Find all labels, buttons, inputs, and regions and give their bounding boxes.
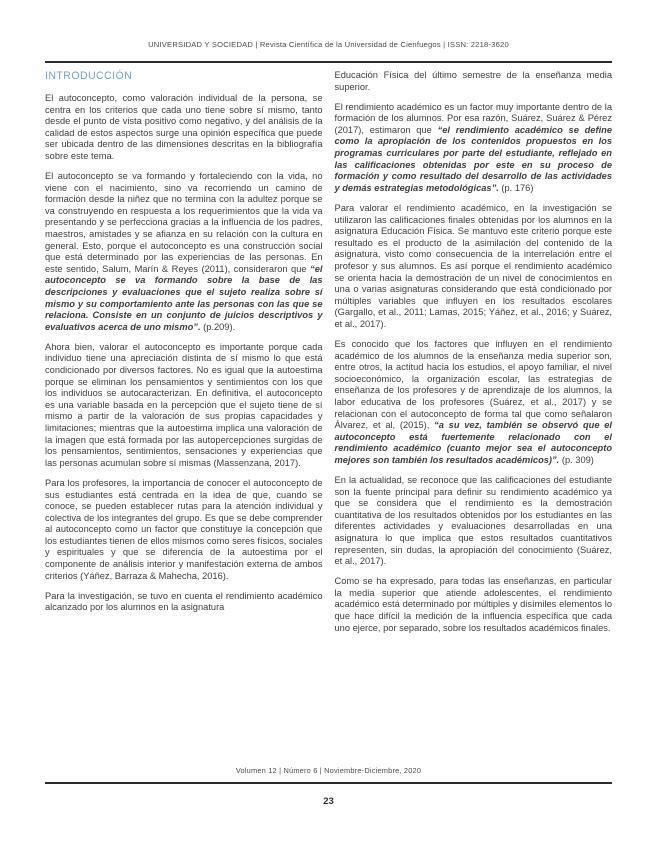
paragraph: [45, 591, 323, 614]
paragraph: [45, 342, 323, 470]
footer-rule: [45, 782, 612, 784]
body-text: Educación Física del último semestre de la enseñanza media superior.: [334, 70, 612, 92]
body-text: Como se ha expresado, para todas las enseñanzas, en particular la media superior que atiende adolescentes, el rendimiento académico está determinado por múltiples y disímiles elementos lo que hace difícil la medición de la influencia específica que cada uno ejerce, por separado, sobre los resultados académicos finales.: [334, 576, 612, 633]
quoted-text: “a su vez, también se observó que el autoconcepto está fuertemente relacionado con el rendimiento académico (cuanto mejor sea el autoconcepto mejores son también los resultados académicos)”.: [334, 420, 612, 465]
body-text: Para la investigación, se tuvo en cuenta el rendimiento académico alcanzado por los alumnos en la asignatura: [45, 590, 323, 613]
body-text: El autoconcepto se va formando y fortaleciendo con la vida, no viene con el nacimiento, sino va recorriendo un camino de formación desde la niñez que no termina con la adultez porque se va construyendo en respuesta a los requerimientos que la vida va presentando y se perfecciona gracias a la influencia de los padres, maestros, amistades y se afianza en su relación con la cultura en general. Esto, porque el autoconcepto es una construcción social que está determinado por las experiencias de las personas. En este sentido, Salum, Marín & Reyes (2011), consideraron que: [45, 171, 323, 274]
journal-header: [45, 40, 612, 49]
paragraph: [335, 203, 613, 331]
left-column-paragraphs: [45, 93, 323, 614]
footer-volume-line: Volumen 12 | Número 6 | Noviembre-Diciembre, 2020: [235, 766, 422, 775]
body-text: (p.209).: [200, 321, 236, 332]
page-number: 23: [323, 796, 334, 807]
left-column: [45, 70, 323, 643]
body-text: El rendimiento académico es un factor muy importante dentro de la formación de los alumnos. Por esa razón, Suárez, Suárez & Pérez (2017), estimaron que: [334, 101, 612, 135]
paragraph: [45, 478, 323, 582]
right-column: [335, 70, 613, 643]
body-text: Ahora bien, valorar el autoconcepto es importante porque cada individuo tiene una apreciación distinta de sí mismo lo que está condicionado por diversos factores. No es igual que la autoestima porque se eliminan los pensamientos y sentimientos con los que los individuos se autocaracterizan. En definitiva, el autoconcepto es una variable basada en la percepción que el sujeto tiene de sí mismo a partir de la valoración de sus propias capacidades y limitaciones; mientras que la autoestima implica una valoración de la imagen que está formada por las autopercepciones surgidas de los pensamientos, sentimientos, sensaciones y experiencias que las personas acumulan sobre sí mismas (Massenzana, 2017).: [45, 341, 323, 468]
body-text: (p. 176): [498, 182, 534, 193]
paragraph: [335, 70, 613, 93]
body-text: El autoconcepto, como valoración individual de la persona, se centra en los criterios que cada uno tiene sobre sí mismo, tanto desde el punto de vista positivo como negativo, y del análisis de la calidad de estos aspectos surge una opinión específica que puede ser ubicada dentro de las dimensiones descritas en la bibliografía sobre este tema.: [45, 93, 323, 161]
paragraph: [335, 339, 613, 467]
body-text: Para los profesores, la importancia de conocer el autoconcepto de sus estudiantes está centrada en la idea de que, cuando se conoce, se pueden establecer rutas para la atención individual y colectiva de los integrantes del grupo. Es que se debe comprender al autoconcepto como un factor que constituye la concepción que los estudiantes tienen de ellos mismos como seres físicos, sociales y espirituales y que se diferencia de la autoestima por el componente de análisis interior y manifestación externa de ambos criterios (Yáñez, Barraza & Mahecha, 2016).: [45, 477, 323, 581]
page-footer: [45, 766, 612, 807]
header-rule: [45, 61, 612, 63]
section-heading-introduccion: INTRODUCCIÓN: [45, 70, 133, 82]
paragraph: [45, 171, 323, 333]
paragraph: [335, 576, 613, 634]
journal-header-text: UNIVERSIDAD Y SOCIEDAD | Revista Científica de la Universidad de Cienfuegos | ISSN: 2218-3620: [148, 40, 509, 49]
body-text: Para valorar el rendimiento académico, en la investigación se utilizaron las calificaciones finales obtenidas por los alumnos en la asignatura Educación Física. Se mantuvo este criterio porque este resultado es el producto de la asimilación del contenido de la asignatura, visto como consecuencia de la interrelación entre el profesor y sus alumnos. Es así porque el rendimiento académico se orienta hacia la demostración de un nivel de conocimientos en una o varias asignaturas considerando que está condicionado por múltiples variables que influyen en los resultados escolares (Gargallo, et al., 2011; Lamas, 2015; Yáñez, et al., 2016; y Suárez, et al., 2017).: [334, 202, 612, 329]
body-text: Es conocido que los factores que influyen en el rendimiento académico de los alumnos de la enseñanza media superior son, entre otros, la actitud hacia los estudios, el apoyo familiar, el nivel socioeconómico, la organización escolar, las estrategias de enseñanza de los profesores y de aprendizaje de los alumnos, la labor educativa de los profesores (Suárez, et al., 2017) y se relacionan con el autoconcepto de forma tal que como señalaron Álvarez, et al, (2015),: [334, 338, 612, 431]
body-text: En la actualidad, se reconoce que las calificaciones del estudiante son la fuente principal para definir su rendimiento académico ya que se considera que el rendimiento es la demostración cuantitativa de los resultados obtenidos por los estudiantes en las diferentes actividades y evaluaciones desarrolladas en una asignatura lo que implica que estos resultados cuantitativos representen, sin dudas, la apropiación del conocimiento (Suárez, et al., 2017).: [334, 475, 612, 567]
paragraph: [335, 102, 613, 195]
paragraph: [335, 475, 613, 568]
article-body: [45, 70, 612, 643]
body-text: (p. 309): [559, 454, 594, 465]
quoted-text: “el rendimiento académico se define como la apropiación de los contenidos propuestos en los programas curriculares por parte del estudiante, reflejado en las calificaciones obtenidas por este en su proceso de formación y como resultado del desarrollo de las actividades y demás estrategias metodológicas”.: [334, 124, 612, 193]
quoted-text: “el autoconcepto se va formando sobre la base de las descripciones y evaluaciones que el sujeto realiza sobre sí mismo y su comportamiento ante las personas con las que se relaciona. Consiste en un conjunto de juicios descriptivos y evaluativos acerca de uno mismo”.: [45, 263, 323, 332]
paragraph: [45, 93, 323, 163]
right-column-paragraphs: [335, 70, 613, 634]
